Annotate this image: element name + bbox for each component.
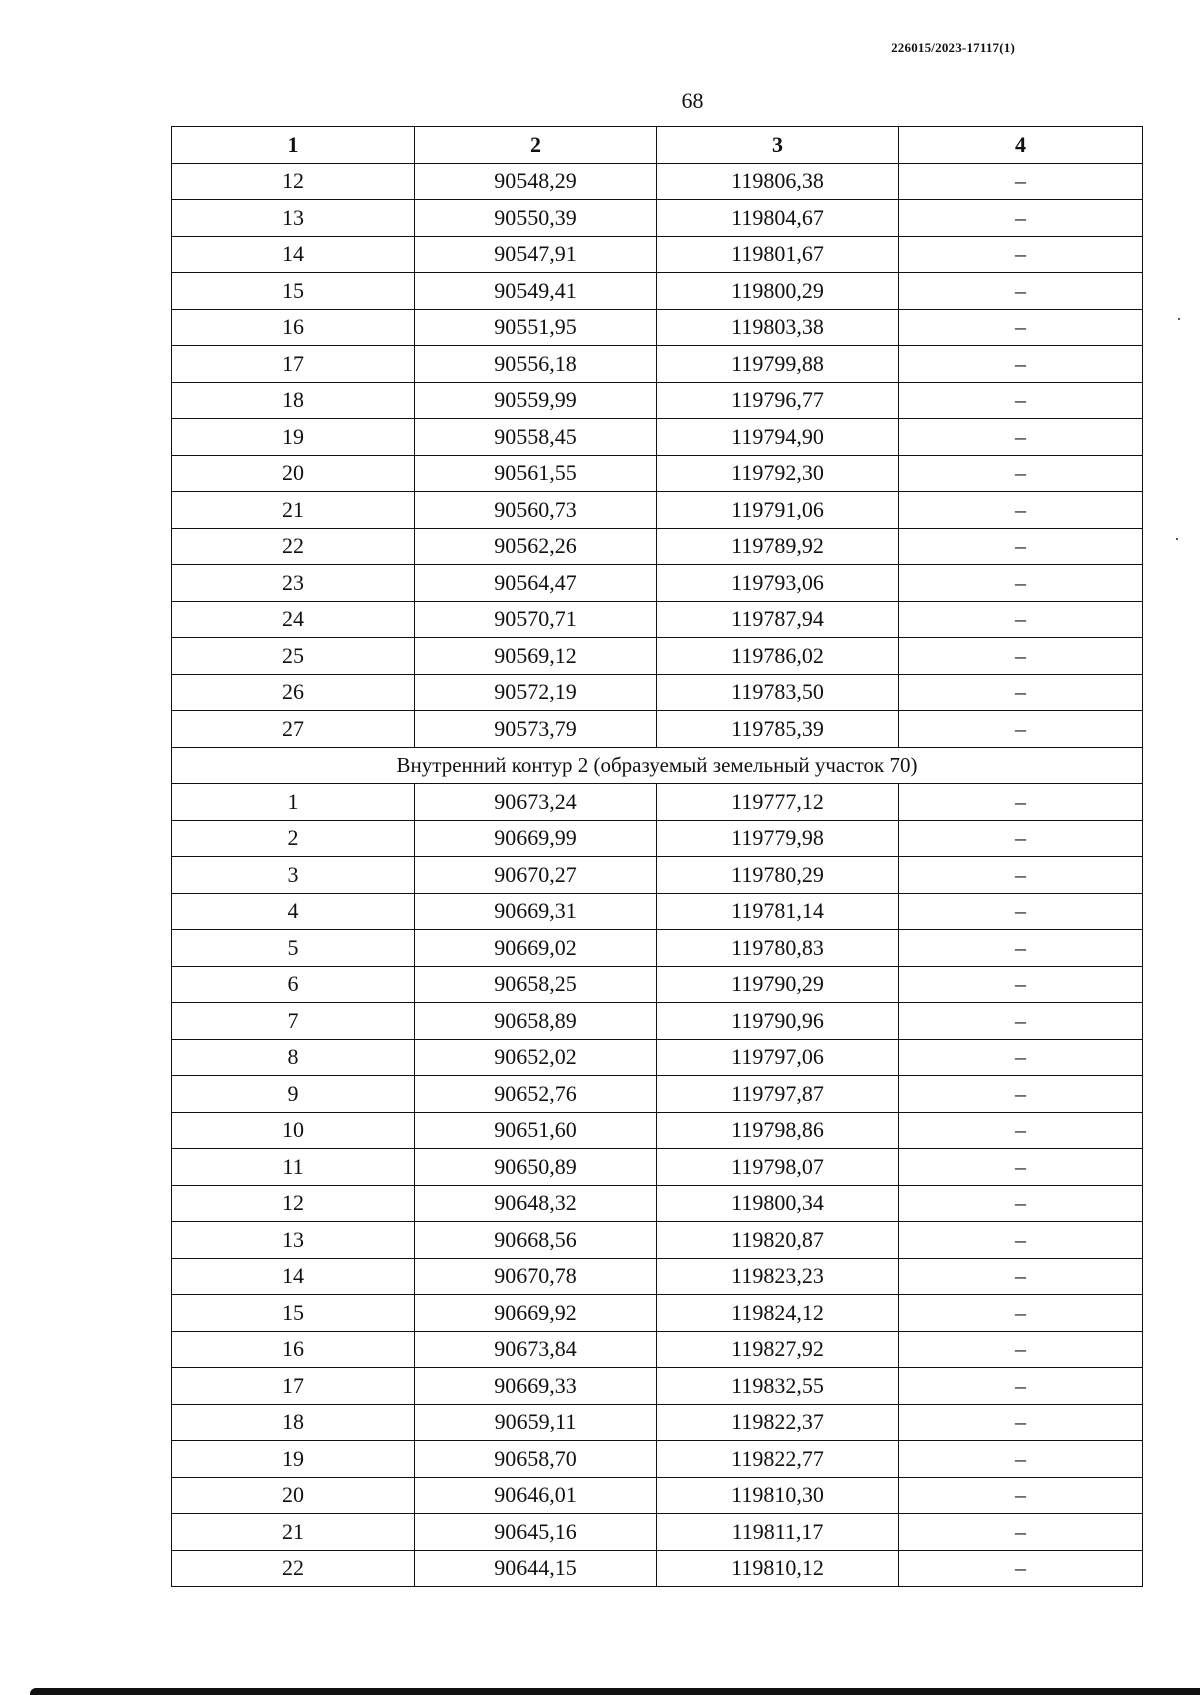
table-cell: 119832,55 [657, 1368, 899, 1405]
table-row [172, 492, 1143, 529]
column-header: 4 [899, 127, 1143, 164]
table-cell: 119794,90 [657, 419, 899, 456]
table-cell: 24 [172, 601, 415, 638]
table-row [172, 1404, 1143, 1441]
table-cell: 119777,12 [657, 784, 899, 821]
table-cell: 119780,29 [657, 857, 899, 894]
table-cell: 14 [172, 1258, 415, 1295]
table-cell: 90658,70 [415, 1441, 657, 1478]
table-cell: 119790,96 [657, 1003, 899, 1040]
table-cell: 3 [172, 857, 415, 894]
table-row [172, 1185, 1143, 1222]
table-cell: 119803,38 [657, 309, 899, 346]
table-row [172, 419, 1143, 456]
table-cell: 119785,39 [657, 711, 899, 748]
table-cell: – [899, 1514, 1143, 1551]
table-cell: 15 [172, 1295, 415, 1332]
table-row [172, 1441, 1143, 1478]
table-row [172, 163, 1143, 200]
table-cell: 90659,11 [415, 1404, 657, 1441]
table-cell: 12 [172, 163, 415, 200]
scan-speck [1176, 538, 1178, 540]
table-cell: 90648,32 [415, 1185, 657, 1222]
table-cell: – [899, 1477, 1143, 1514]
table-cell: 90570,71 [415, 601, 657, 638]
table-section [172, 747, 1143, 784]
table-cell: – [899, 1550, 1143, 1587]
table-row [172, 1258, 1143, 1295]
table-cell: 90658,25 [415, 966, 657, 1003]
table-cell: 90549,41 [415, 273, 657, 310]
table-cell: 90644,15 [415, 1550, 657, 1587]
table-cell: – [899, 163, 1143, 200]
table-cell: 25 [172, 638, 415, 675]
table-cell: – [899, 382, 1143, 419]
table-cell: – [899, 1039, 1143, 1076]
table-cell: 90561,55 [415, 455, 657, 492]
table-cell: – [899, 674, 1143, 711]
table-cell: 20 [172, 1477, 415, 1514]
table-row [172, 1076, 1143, 1113]
table-row [172, 1514, 1143, 1551]
table-row [172, 966, 1143, 1003]
table-cell: – [899, 273, 1143, 310]
table-cell: 7 [172, 1003, 415, 1040]
table-cell: – [899, 200, 1143, 237]
column-header: 3 [657, 127, 899, 164]
scan-speck [1178, 318, 1180, 320]
table-row [172, 1368, 1143, 1405]
table-cell: 8 [172, 1039, 415, 1076]
table-cell: – [899, 711, 1143, 748]
table-cell: – [899, 346, 1143, 383]
table-row [172, 857, 1143, 894]
table-cell: 119810,30 [657, 1477, 899, 1514]
table-row [172, 711, 1143, 748]
table-row [172, 674, 1143, 711]
table-row [172, 346, 1143, 383]
table-cell: 90669,02 [415, 930, 657, 967]
page-number: 68 [681, 88, 704, 113]
column-header: 1 [172, 127, 415, 164]
table-row [172, 1003, 1143, 1040]
section-title: Внутренний контур 2 (образуемый земельный участок 70) [172, 747, 1143, 784]
table-cell: 90551,95 [415, 309, 657, 346]
table-cell: 23 [172, 565, 415, 602]
table-cell: 13 [172, 200, 415, 237]
table-row [172, 1039, 1143, 1076]
table-cell: – [899, 966, 1143, 1003]
table-cell: 119822,77 [657, 1441, 899, 1478]
table-row [172, 309, 1143, 346]
table-cell: – [899, 1295, 1143, 1332]
table-cell: 119823,23 [657, 1258, 899, 1295]
table-row [172, 236, 1143, 273]
table-cell: 90564,47 [415, 565, 657, 602]
table-cell: 119811,17 [657, 1514, 899, 1551]
table-cell: 27 [172, 711, 415, 748]
table-cell: 90669,92 [415, 1295, 657, 1332]
table-cell: 2 [172, 820, 415, 857]
table-cell: 119790,29 [657, 966, 899, 1003]
table-cell: 9 [172, 1076, 415, 1113]
table-cell: 119822,37 [657, 1404, 899, 1441]
table-cell: 119800,29 [657, 273, 899, 310]
table-cell: – [899, 1112, 1143, 1149]
table-cell: – [899, 1404, 1143, 1441]
table-cell: 16 [172, 309, 415, 346]
table-cell: 6 [172, 966, 415, 1003]
table-cell: 90645,16 [415, 1514, 657, 1551]
table-cell: 119798,07 [657, 1149, 899, 1186]
table-row [172, 382, 1143, 419]
table-cell: 90652,02 [415, 1039, 657, 1076]
table-cell: 90658,89 [415, 1003, 657, 1040]
table-row [172, 930, 1143, 967]
table-cell: 119796,77 [657, 382, 899, 419]
table-row [172, 1477, 1143, 1514]
table-cell: 1 [172, 784, 415, 821]
table-cell: – [899, 419, 1143, 456]
table-cell: – [899, 930, 1143, 967]
table-cell: 119820,87 [657, 1222, 899, 1259]
table-cell: 17 [172, 1368, 415, 1405]
column-header: 2 [415, 127, 657, 164]
table-cell: 19 [172, 419, 415, 456]
table-row [172, 893, 1143, 930]
table-cell: 119781,14 [657, 893, 899, 930]
table-cell: 90650,89 [415, 1149, 657, 1186]
table-row [172, 528, 1143, 565]
table-cell: 119799,88 [657, 346, 899, 383]
table-cell: 90651,60 [415, 1112, 657, 1149]
table-cell: 119783,50 [657, 674, 899, 711]
table-cell: – [899, 857, 1143, 894]
table-cell: 119780,83 [657, 930, 899, 967]
table-cell: 90548,29 [415, 163, 657, 200]
table-cell: – [899, 1003, 1143, 1040]
table-cell: 90668,56 [415, 1222, 657, 1259]
table-cell: 90562,26 [415, 528, 657, 565]
table-row [172, 565, 1143, 602]
table-cell: 90670,78 [415, 1258, 657, 1295]
table-row [172, 1149, 1143, 1186]
table-cell: – [899, 565, 1143, 602]
table-cell: – [899, 1076, 1143, 1113]
table-cell: 90572,19 [415, 674, 657, 711]
table-cell: 119793,06 [657, 565, 899, 602]
table-cell: 90560,73 [415, 492, 657, 529]
table-cell: 11 [172, 1149, 415, 1186]
table-cell: 18 [172, 382, 415, 419]
table-row [172, 601, 1143, 638]
table-cell: 119798,86 [657, 1112, 899, 1149]
table-row [172, 638, 1143, 675]
table-cell: 90559,99 [415, 382, 657, 419]
table-body-part1 [172, 163, 1143, 747]
table-row [172, 784, 1143, 821]
table-cell: 119791,06 [657, 492, 899, 529]
scan-edge-bar [30, 1688, 1200, 1695]
table-cell: 20 [172, 455, 415, 492]
table-cell: – [899, 1441, 1143, 1478]
table-cell: – [899, 492, 1143, 529]
table-cell: – [899, 236, 1143, 273]
table-row [172, 1222, 1143, 1259]
table-cell: 119800,34 [657, 1185, 899, 1222]
table-cell: – [899, 1258, 1143, 1295]
table-cell: 119801,67 [657, 236, 899, 273]
table-cell: 90669,99 [415, 820, 657, 857]
table-cell: – [899, 601, 1143, 638]
table-cell: 119789,92 [657, 528, 899, 565]
table-header-row [172, 127, 1143, 164]
table-cell: – [899, 309, 1143, 346]
table-cell: 14 [172, 236, 415, 273]
table-row [172, 1550, 1143, 1587]
table-cell: 5 [172, 930, 415, 967]
table-cell: 90556,18 [415, 346, 657, 383]
table-cell: 4 [172, 893, 415, 930]
table-cell: 90652,76 [415, 1076, 657, 1113]
table-cell: – [899, 1368, 1143, 1405]
table-cell: 22 [172, 528, 415, 565]
table-cell: – [899, 1185, 1143, 1222]
table-row [172, 820, 1143, 857]
table-cell: – [899, 528, 1143, 565]
table-cell: 90669,33 [415, 1368, 657, 1405]
table-cell: 119786,02 [657, 638, 899, 675]
section-row [172, 747, 1143, 784]
table-cell: 19 [172, 1441, 415, 1478]
table-cell: – [899, 893, 1143, 930]
table-cell: 12 [172, 1185, 415, 1222]
table-cell: – [899, 455, 1143, 492]
table-cell: 26 [172, 674, 415, 711]
table-cell: 90569,12 [415, 638, 657, 675]
table-cell: – [899, 1331, 1143, 1368]
table-cell: 10 [172, 1112, 415, 1149]
table-cell: 90550,39 [415, 200, 657, 237]
table-cell: 119827,92 [657, 1331, 899, 1368]
table-cell: 90673,84 [415, 1331, 657, 1368]
table-row [172, 200, 1143, 237]
table-body-part2 [172, 784, 1143, 1587]
table-cell: 18 [172, 1404, 415, 1441]
table-cell: 17 [172, 346, 415, 383]
table-cell: 16 [172, 1331, 415, 1368]
table-cell: 13 [172, 1222, 415, 1259]
table-cell: 119787,94 [657, 601, 899, 638]
table-row [172, 1331, 1143, 1368]
table-cell: 119792,30 [657, 455, 899, 492]
table-cell: – [899, 1222, 1143, 1259]
table-cell: 119806,38 [657, 163, 899, 200]
table-cell: 90669,31 [415, 893, 657, 930]
table-cell: 119804,67 [657, 200, 899, 237]
table-cell: 90646,01 [415, 1477, 657, 1514]
document-id: 226015/2023-17117(1) [891, 40, 1015, 55]
table-cell: 15 [172, 273, 415, 310]
table-row [172, 455, 1143, 492]
table-cell: – [899, 820, 1143, 857]
table-cell: 90558,45 [415, 419, 657, 456]
table-cell: – [899, 784, 1143, 821]
table-cell: 119810,12 [657, 1550, 899, 1587]
table-cell: 119797,87 [657, 1076, 899, 1113]
table-cell: 22 [172, 1550, 415, 1587]
table-cell: 90547,91 [415, 236, 657, 273]
table-cell: – [899, 1149, 1143, 1186]
coordinates-table [171, 126, 1143, 1587]
table-row [172, 273, 1143, 310]
table-cell: 119824,12 [657, 1295, 899, 1332]
table-cell: – [899, 638, 1143, 675]
table-row [172, 1112, 1143, 1149]
table-cell: 90670,27 [415, 857, 657, 894]
table-cell: 90673,24 [415, 784, 657, 821]
table-cell: 119797,06 [657, 1039, 899, 1076]
table-cell: 90573,79 [415, 711, 657, 748]
table-cell: 21 [172, 492, 415, 529]
table-cell: 21 [172, 1514, 415, 1551]
table-cell: 119779,98 [657, 820, 899, 857]
table-row [172, 1295, 1143, 1332]
